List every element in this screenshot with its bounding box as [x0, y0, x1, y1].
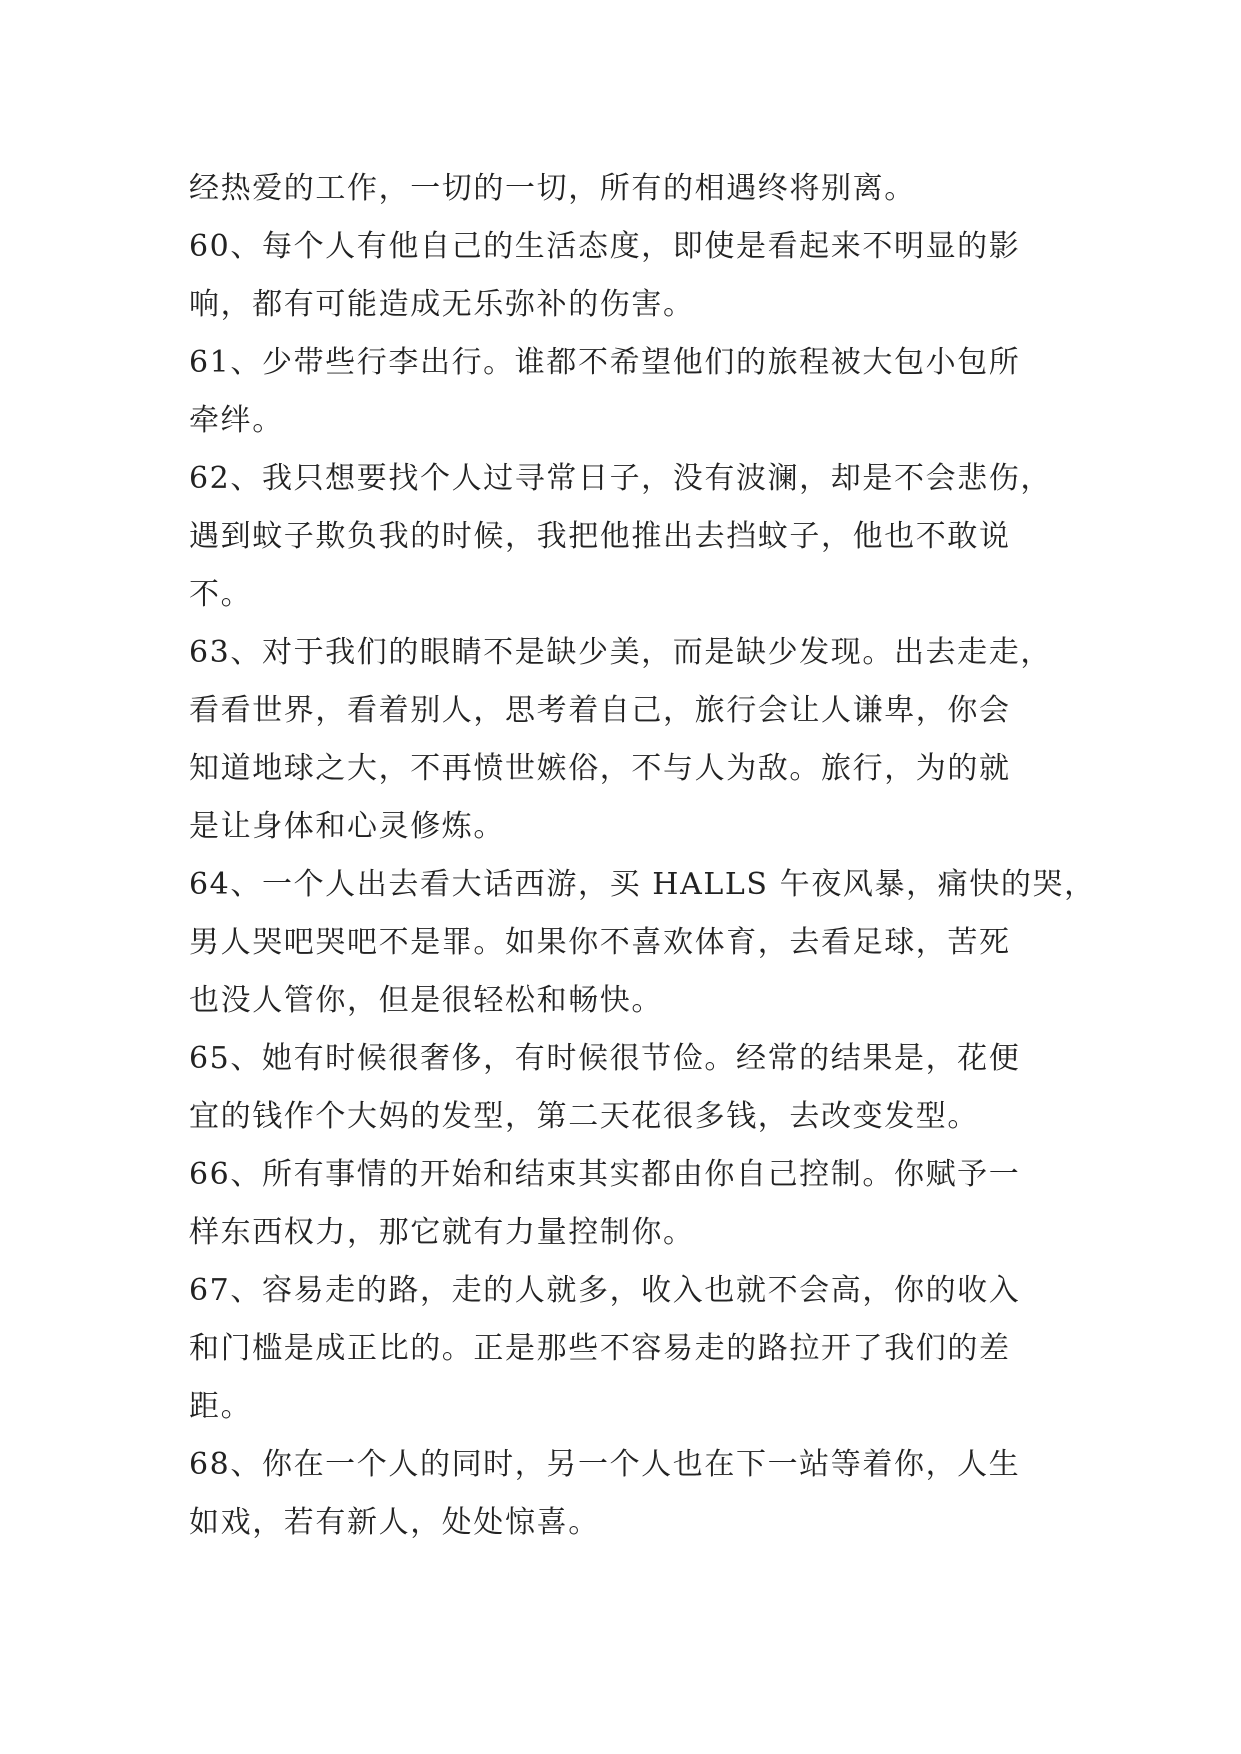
text-line: 不。 — [189, 577, 253, 612]
text-line: 男人哭吧哭吧不是罪。如果你不喜欢体育，去看足球，苦死 — [189, 925, 1011, 960]
text-line: 65、她有时候很奢侈，有时候很节俭。经常的结果是，花便 — [189, 1041, 1021, 1076]
text-line: 如戏，若有新人，处处惊喜。 — [189, 1505, 600, 1540]
text-line: 知道地球之大，不再愤世嫉俗，不与人为敌。旅行，为的就 — [189, 751, 1011, 786]
text-line: 遇到蚊子欺负我的时候，我把他推出去挡蚊子，他也不敢说 — [189, 519, 1011, 554]
text-line: 67、容易走的路，走的人就多，收入也就不会高，你的收入 — [189, 1273, 1021, 1308]
text-line: 也没人管你，但是很轻松和畅快。 — [189, 983, 663, 1018]
text-line: 60、每个人有他自己的生活态度，即使是看起来不明显的影 — [189, 229, 1021, 264]
text-line: 66、所有事情的开始和结束其实都由你自己控制。你赋予一 — [189, 1157, 1021, 1192]
text-line: 距。 — [189, 1389, 253, 1424]
text-line: 是让身体和心灵修炼。 — [189, 809, 505, 844]
text-line: 61、少带些行李出行。谁都不希望他们的旅程被大包小包所 — [189, 345, 1021, 380]
text-line: 看看世界，看着别人，思考着自己，旅行会让人谦卑，你会 — [189, 693, 1011, 728]
text-line: 68、你在一个人的同时，另一个人也在下一站等着你，人生 — [189, 1447, 1021, 1482]
text-line: 和门槛是成正比的。正是那些不容易走的路拉开了我们的差 — [189, 1331, 1011, 1366]
text-line: 64、一个人出去看大话西游，买 HALLS 午夜风暴，痛快的哭， — [189, 867, 1096, 902]
text-line: 宜的钱作个大妈的发型，第二天花很多钱，去改变发型。 — [189, 1099, 979, 1134]
text-line: 经热爱的工作，一切的一切，所有的相遇终将别离。 — [189, 171, 916, 206]
text-line: 牵绊。 — [189, 403, 284, 438]
text-line: 样东西权力，那它就有力量控制你。 — [189, 1215, 695, 1250]
text-line: 62、我只想要找个人过寻常日子，没有波澜，却是不会悲伤， — [189, 461, 1052, 496]
text-line: 响，都有可能造成无乐弥补的伤害。 — [189, 287, 695, 322]
text-line: 63、对于我们的眼睛不是缺少美，而是缺少发现。出去走走， — [189, 635, 1052, 670]
document-body — [189, 160, 1096, 1552]
